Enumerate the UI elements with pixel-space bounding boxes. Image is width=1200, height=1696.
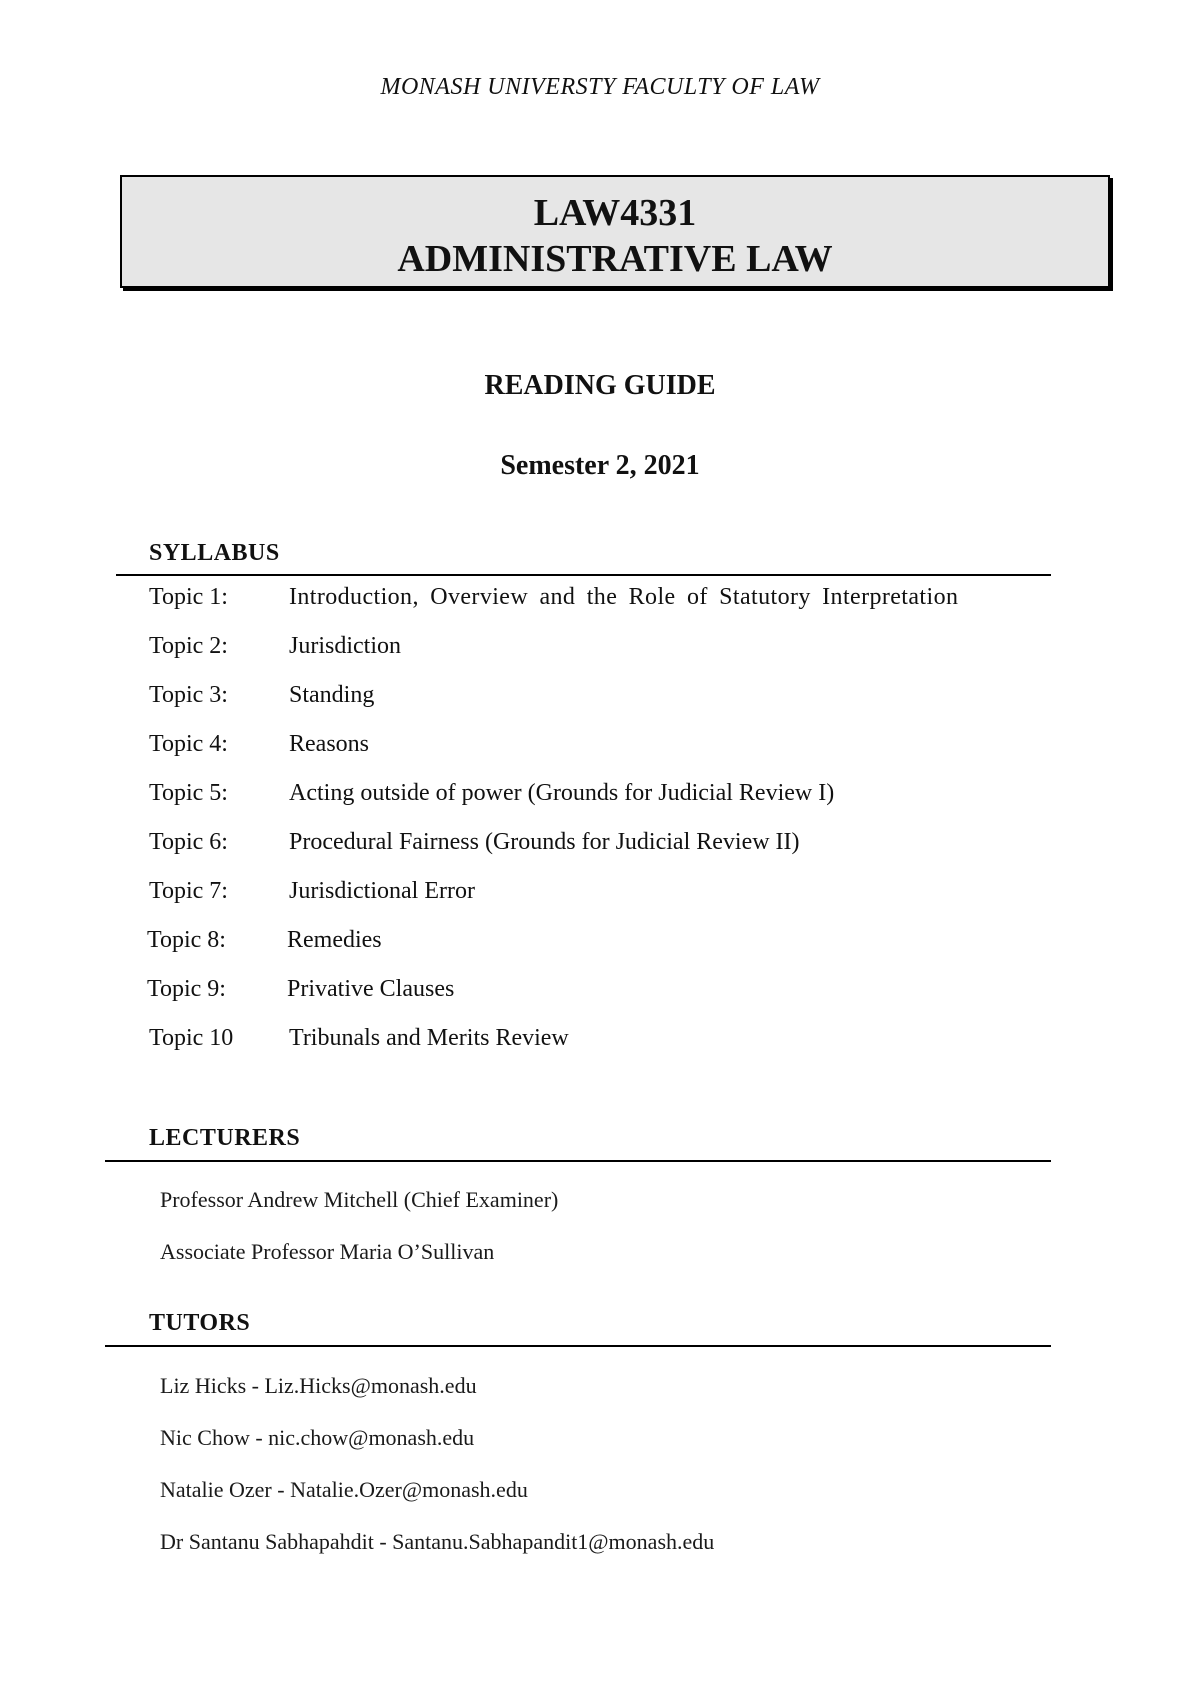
topic-row [149,682,1049,731]
topic-title: Reasons [289,731,369,757]
topic-row [149,780,1049,829]
topic-row [147,927,1047,976]
topic-row [149,731,1049,780]
topic-title: Acting outside of power (Grounds for Judicial Review I) [289,780,835,806]
lecturer-entry: Associate Professor Maria O’Sullivan [160,1239,495,1264]
tutors-heading: TUTORS [149,1310,251,1336]
course-name: ADMINISTRATIVE LAW [397,238,833,280]
document-type: READING GUIDE [484,370,716,401]
topic-label: Topic 3: [149,682,228,708]
topic-title: Introduction, Overview and the Role of Statutory Interpretation [289,584,959,610]
topic-row [149,829,1049,878]
topic-row [149,878,1049,927]
course-title-box [120,175,1110,288]
topic-title: Jurisdiction [289,633,401,659]
semester-label: Semester 2, 2021 [500,450,700,481]
topic-label: Topic 6: [149,829,228,855]
lecturers-heading: LECTURERS [149,1125,301,1151]
topic-label: Topic 1: [149,584,228,610]
topic-row [147,976,1047,1025]
syllabus-divider [116,574,1051,576]
topic-row [149,584,1049,633]
course-code: LAW4331 [533,192,697,234]
tutors-divider [105,1345,1051,1347]
faculty-header: MONASH UNIVERSTY FACULTY OF LAW [380,74,820,100]
topic-label: Topic 5: [149,780,228,806]
topic-title: Tribunals and Merits Review [289,1025,569,1051]
lecturers-divider [105,1160,1051,1162]
topic-title: Privative Clauses [287,976,455,1002]
topic-title: Procedural Fairness (Grounds for Judicial Review II) [289,829,800,855]
tutor-entry: Liz Hicks - Liz.Hicks@monash.edu [160,1373,477,1398]
topic-title: Jurisdictional Error [289,878,475,904]
topic-label: Topic 4: [149,731,228,757]
topic-row [149,1025,1049,1074]
tutor-entry: Nic Chow - nic.chow@monash.edu [160,1425,475,1450]
topic-label: Topic 2: [149,633,228,659]
topic-label: Topic 9: [147,976,226,1002]
tutor-entry: Natalie Ozer - Natalie.Ozer@monash.edu [160,1477,528,1502]
topic-label: Topic 8: [147,927,226,953]
topic-row [149,633,1049,682]
topic-title: Remedies [287,927,382,953]
lecturer-entry: Professor Andrew Mitchell (Chief Examiner) [160,1187,559,1212]
topic-label: Topic 10 [149,1025,234,1051]
syllabus-heading: SYLLABUS [149,540,280,566]
tutor-entry: Dr Santanu Sabhapahdit - Santanu.Sabhapandit1@monash.edu [160,1529,715,1554]
topic-label: Topic 7: [149,878,228,904]
topic-title: Standing [289,682,375,708]
